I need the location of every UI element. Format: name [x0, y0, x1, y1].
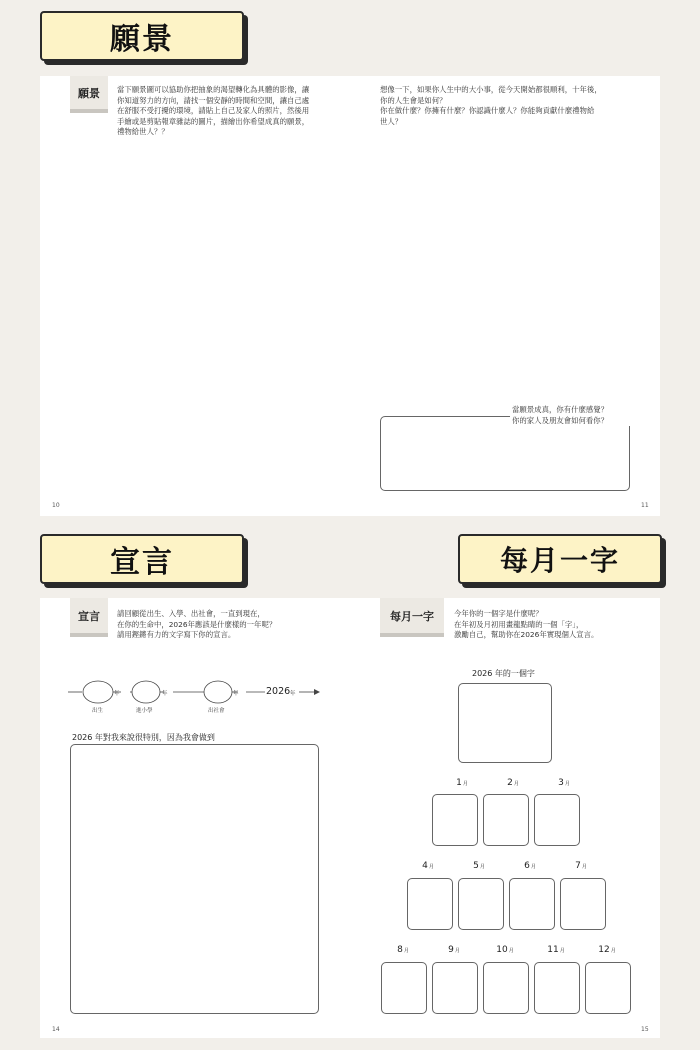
page-number-10: 10: [52, 502, 60, 509]
month-label-10: 10月: [496, 945, 514, 955]
year-word-heading: 2026 年的一個字: [472, 669, 535, 678]
declaration-spread: [40, 598, 660, 1038]
timeline-label-school: 進小學: [136, 708, 153, 714]
vision-banner: [40, 11, 244, 61]
year-word-box[interactable]: [458, 683, 552, 763]
month-box-12[interactable]: [585, 962, 631, 1014]
declaration-banner-title: 宣言: [110, 545, 174, 580]
month-box-10[interactable]: [483, 962, 529, 1014]
timeline-end-year: 2026: [266, 686, 291, 697]
month-box-6[interactable]: [509, 878, 555, 930]
page-number-14: 14: [52, 1026, 60, 1033]
month-label-1: 1月: [456, 778, 468, 788]
month-box-3[interactable]: [534, 794, 580, 846]
page-number-15: 15: [641, 1026, 649, 1033]
month-box-7[interactable]: [560, 878, 606, 930]
declaration-banner: [40, 534, 244, 584]
vision-tag: 願景: [70, 76, 108, 109]
timeline-label-birth: 出生: [92, 708, 104, 714]
declaration-intro-text: 請回顧從出生、入學、出社會，一直到現在， 在你的生命中，2026年應該是什麼樣的一年呢？ 請用鏗鏘有力的文字寫下你的宣言。: [117, 609, 277, 639]
month-label-12: 12月: [598, 945, 616, 955]
vision-imagine-text: 想像一下，如果你人生中的大小事，從今天開始都很順利，十年後， 你的人生會是如何？ 你在做什麼？你擁有什麼？你認識什麼人？你能夠貢獻什麼禮物給 世人？: [380, 85, 602, 126]
month-box-4[interactable]: [407, 878, 453, 930]
month-label-2: 2月: [507, 778, 519, 788]
vision-feeling-prompt: 當願景成真，你有什麼感覺？ 你的家人及朋友會如何看你？: [510, 405, 644, 426]
vision-intro-text: 當下願景圖可以協助你把抽象的渴望轉化為具體的影像，讓 你知道努力的方向，請找一個安靜的時間和空間，讓自己處 在舒服不受打擾的環境，請貼上自己及家人的照片，然後用 手繪或是剪貼報章雜誌的圖片，描繪出你希望成真的願景， 禮物給世人？？: [117, 85, 310, 136]
month-label-7: 7月: [575, 861, 587, 871]
timeline-year-2: 年: [162, 691, 168, 697]
month-label-4: 4月: [422, 861, 434, 871]
timeline-year-3: 年: [233, 691, 239, 697]
timeline-label-work: 出社會: [208, 708, 225, 714]
timeline-work-oval: [204, 681, 232, 703]
month-label-5: 5月: [473, 861, 485, 871]
timeline-year-1: 年: [114, 691, 120, 697]
month-label-6: 6月: [524, 861, 536, 871]
timeline-year-end: 年: [290, 691, 296, 697]
month-label-9: 9月: [448, 945, 460, 955]
timeline-birth-oval: [83, 681, 113, 703]
month-box-11[interactable]: [534, 962, 580, 1014]
monthly-word-intro-text: 今年你的一個字是什麼呢？ 在年初及月初用畫龍點睛的一個「字」， 激勵自己，幫助你在2026年實現個人宣言。: [454, 609, 599, 639]
declaration-tag: 宣言: [70, 598, 108, 633]
month-box-8[interactable]: [381, 962, 427, 1014]
vision-spread: [40, 76, 660, 516]
monthly-word-tag: 每月一字: [380, 598, 444, 633]
month-box-2[interactable]: [483, 794, 529, 846]
month-box-1[interactable]: [432, 794, 478, 846]
vision-feeling-box[interactable]: [380, 416, 630, 491]
month-box-5[interactable]: [458, 878, 504, 930]
month-label-11: 11月: [547, 945, 565, 955]
declaration-box-heading: 2026 年對我來說很特別，因為我會做到: [72, 733, 215, 742]
monthly-word-banner: [458, 534, 662, 584]
vision-banner-title: 願景: [110, 22, 174, 57]
page-number-11: 11: [641, 502, 649, 509]
month-label-8: 8月: [397, 945, 409, 955]
declaration-writing-box[interactable]: [70, 744, 319, 1014]
month-label-3: 3月: [558, 778, 570, 788]
monthly-word-banner-title: 每月一字: [499, 544, 620, 577]
timeline-school-oval: [132, 681, 160, 703]
month-box-9[interactable]: [432, 962, 478, 1014]
